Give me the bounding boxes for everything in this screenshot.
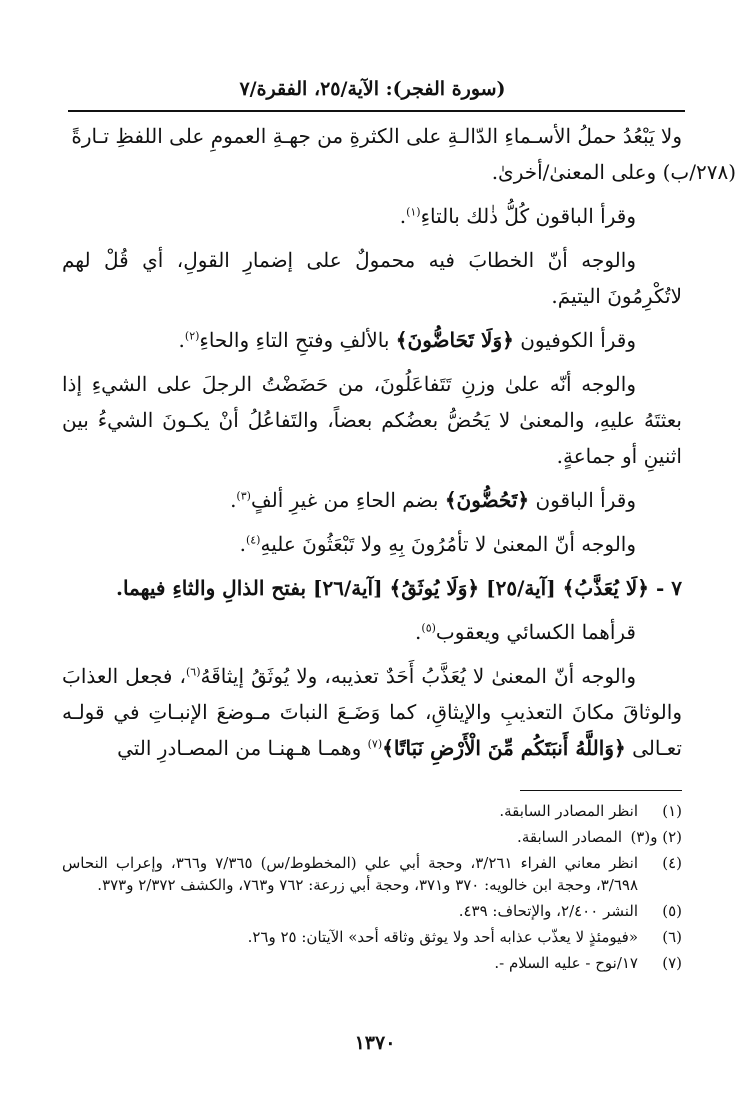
footnote-ref-5: (٥) [421, 621, 436, 635]
paragraph-9-text: قرأهما الكسائي ويعقوب [435, 620, 636, 644]
footnote-ref-4: (٤) [245, 533, 261, 547]
footnote-item [62, 900, 682, 922]
paragraph-5: والوجه أنّه علىٰ وزنِ تَتَفاعَلُونَ، من حَضَضْتُ الرجلَ على الشيءِ إذا بعثتَهُ عليهِ، والمعنىٰ لا يَحُضُّ بعضُكم بعضاً، والتَفاعُلُ أنْ يكـونَ الشيءُ بين اثنينِ أو جماعةٍ. [62, 372, 682, 468]
footnote-text: ١٧/نوح - عليه السلام -. [494, 954, 638, 972]
footnote-text: المصادر السابقة. [517, 828, 622, 846]
footnote-number: (٥) [662, 902, 682, 920]
section-number: ٧ - [655, 576, 682, 600]
paragraph-1-line-1: ولا يَبْعُدُ حملُ الأسـماءِ الدّالـةِ على الكثرةِ من جهـةِ العمومِ على اللفظِ تـارةً [71, 124, 682, 148]
footnotes [62, 800, 682, 978]
main-text [62, 118, 736, 774]
footnote-ref-6: (٦) [185, 665, 201, 679]
footnote-text: النشر ٢/٤٠٠، والإتحاف: ٤٣٩. [458, 902, 638, 920]
paragraph-4 [62, 322, 682, 358]
footnote-number: (٢) و(٣) [630, 828, 682, 846]
paragraph-10-text-a: والوجه أنّ المعنىٰ لا يُعَذَّبُ أَحَدٌ تعذيبه، ولا يُوثَقُ إيثاقَهُ [200, 664, 636, 688]
paragraph-4-text-b: بالألفِ وفتحِ التاءِ والحاءِ [199, 328, 390, 352]
paragraph-9-end: . [415, 620, 422, 644]
paragraph-6-end: . [230, 488, 237, 512]
quran-quote-yuthaqu: ﴿وَلَا يُوثَقُ﴾ [389, 576, 480, 600]
footnote-ref-2: (٢) [184, 329, 200, 343]
footnote-ref-3: (٣) [236, 489, 251, 503]
quran-quote-nabatan: ﴿وَاللَّهُ أَنبَتَكُم مِّنَ الْأَرْضِ نَبَاتًا﴾ [382, 736, 626, 760]
paragraph-7-end: . [239, 532, 246, 556]
paragraph-7-text: والوجه أنّ المعنىٰ لا تأمُرُونَ بِهِ ولا تَبْعَثُونَ عليهِ [260, 532, 636, 556]
page-number: ١٣٧٠ [354, 1032, 396, 1054]
paragraph-6-text-b: بضم الحاءِ من غيرِ ألفٍ [250, 488, 439, 512]
footnote-item [62, 800, 682, 822]
footnote-ref-7: (٧) [367, 737, 383, 751]
header-divider [68, 110, 685, 112]
paragraph-4-text-a: وقرأ الكوفيون [520, 328, 636, 352]
quran-quote-yuadhdhabu: ﴿لَا يُعَذَّبُ﴾ [562, 576, 650, 600]
footnote-item [62, 826, 682, 848]
paragraph-1-line-2: (٢٧٨/ب) وعلى المعنىٰ/أخرىٰ. [491, 160, 736, 184]
paragraph-6 [62, 482, 682, 518]
quran-quote-tahuddun: ﴿تَحُضُّونَ﴾ [444, 488, 530, 512]
paragraph-2 [62, 198, 682, 234]
footnote-number: (٦) [662, 928, 682, 946]
paragraph-3: والوجه أنّ الخطابَ فيه محمولٌ على إضمارِ القولِ، أي قُلْ لهم لاتُكْرِمُونَ اليتيمَ. [62, 248, 682, 308]
footnote-number: (٤) [662, 854, 682, 872]
paragraph-1 [62, 118, 736, 190]
footnote-number: (٧) [662, 954, 682, 972]
paragraph-2-end: . [399, 204, 407, 228]
section-heading-7 [62, 570, 682, 606]
footnote-text: انظر المصادر السابقة. [499, 802, 638, 820]
paragraph-4-end: . [178, 328, 185, 352]
section-heading-rest: بفتح الذالِ والثاءِ فيهما. [115, 576, 307, 600]
footnote-number: (١) [662, 802, 682, 820]
footnote-item [62, 926, 682, 948]
footnote-ref-1: (١) [406, 205, 421, 219]
paragraph-10 [62, 658, 682, 766]
paragraph-2-text: وقرأ الباقون كُلُّ ذٰلك بالتاءِ [420, 204, 636, 228]
footnote-item [62, 852, 682, 896]
footnote-text: انظر معاني الفراء ٣/٢٦١، وحجة أبي علي (المخطوط/س) ٧/٣٦٥ و٣٦٦، وإعراب النحاس ٣/٦٩٨، وحجة ابن خالويه: ٣٧٠ و٣٧١، وحجة أبي زرعة: ٧٦٢ و٧٦٣، والكشف ٢/٣٧٢ و٣٧٣. [62, 854, 638, 894]
paragraph-10-text-c: وهمـا هـهنـا من المصـادرِ التي [117, 736, 362, 760]
paragraph-10-text-b: ، فجعل العذابَ والوثاقَ مكانَ التعذيبِ والإيثاقِ، كما وَضَـعَ النباتَ مـوضعَ الإنبـاتِ في قولـه تعـالى [62, 664, 682, 760]
footnote-divider [520, 790, 682, 791]
aya-ref-25: [آية/٢٥] [486, 576, 556, 600]
quran-quote-tahaddun: ﴿وَلَا تَحَاضُّونَ﴾ [395, 328, 514, 352]
paragraph-9 [62, 614, 682, 650]
aya-ref-26: [آية/٢٦] [312, 576, 383, 600]
paragraph-6-text-a: وقرأ الباقون [535, 488, 636, 512]
footnote-text: «فيومئذٍ لا يعذّب عذابه أحد ولا يوثق وثاقه أحد» الآيتان: ٢٥ و٢٦. [247, 928, 638, 946]
paragraph-7 [62, 526, 682, 562]
footnote-item [62, 952, 682, 974]
running-header: (سورة الفجر): الآية/٢٥، الفقرة/٧ [239, 78, 506, 100]
